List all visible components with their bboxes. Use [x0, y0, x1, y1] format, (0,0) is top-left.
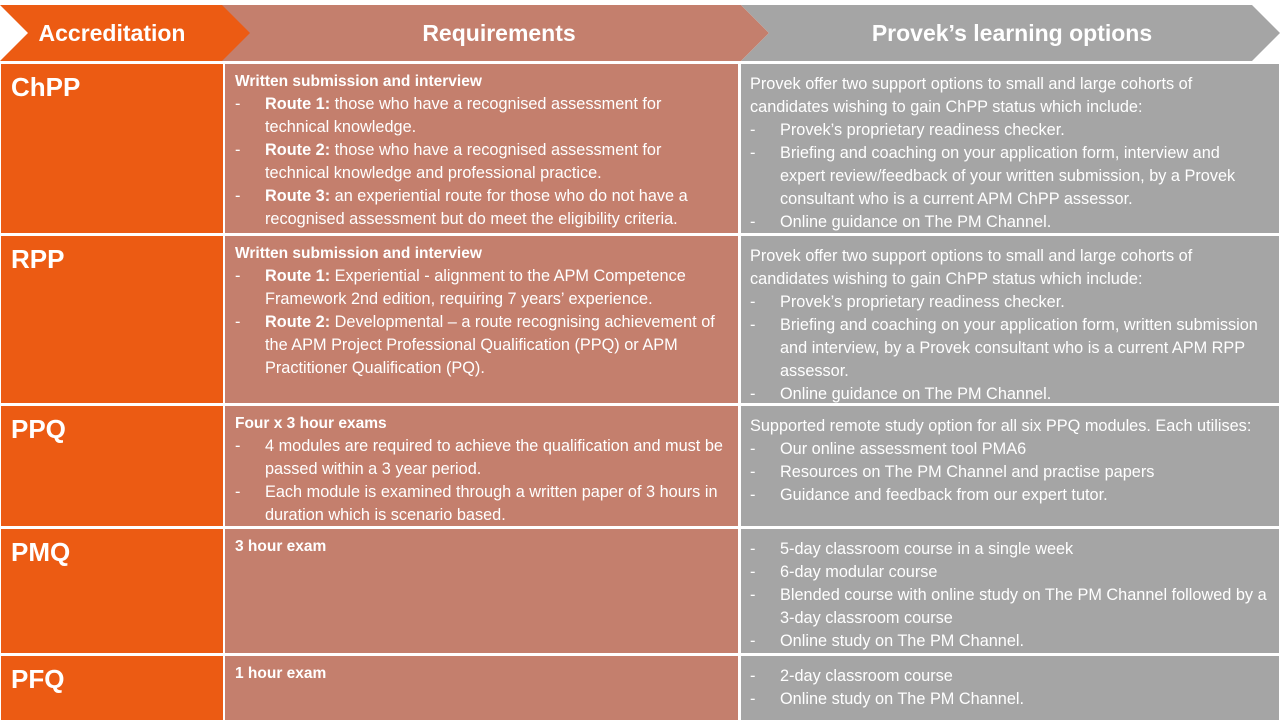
requirements-heading: Four x 3 hour exams	[235, 415, 387, 432]
dash-bullet: -	[235, 313, 241, 331]
option-item	[750, 291, 1269, 314]
route-label: Route 1:	[265, 95, 331, 113]
dash-bullet: -	[750, 385, 756, 403]
dash-bullet: -	[750, 293, 756, 311]
option-text: Blended course with online study on The PM Channel followed by a 3-day classroom course	[780, 586, 1267, 627]
dash-bullet: -	[750, 690, 756, 708]
accreditation-name: PFQ	[11, 664, 65, 694]
dash-bullet: -	[750, 586, 756, 604]
requirements-cell	[225, 656, 738, 720]
requirements-cell	[225, 64, 738, 233]
dash-bullet: -	[750, 440, 756, 458]
options-text	[750, 538, 1269, 653]
dash-bullet: -	[750, 463, 756, 481]
options-text	[750, 73, 1269, 234]
requirements-text	[235, 73, 730, 231]
option-text: Guidance and feedback from our expert tutor.	[780, 486, 1108, 504]
accreditation-name: RPP	[11, 244, 65, 274]
requirement-item	[235, 93, 730, 139]
option-item	[750, 211, 1269, 234]
requirement-text: Developmental – a route recognising achievement of the APM Project Professional Qualification (PPQ) or APM Practitioner Qualification (PQ).	[265, 313, 715, 377]
route-label: Route 1:	[265, 267, 331, 285]
requirement-text: Each module is examined through a written paper of 3 hours in duration which is scenario based.	[265, 483, 718, 524]
dash-bullet: -	[750, 667, 756, 685]
options-cell	[741, 529, 1279, 653]
requirements-text	[235, 665, 730, 685]
option-item	[750, 383, 1269, 406]
route-label: Route 3:	[265, 187, 331, 205]
dash-bullet: -	[750, 316, 756, 334]
option-text: 5-day classroom course in a single week	[780, 540, 1074, 558]
requirements-text	[235, 415, 730, 527]
dash-bullet: -	[750, 213, 756, 231]
dash-bullet: -	[235, 141, 241, 159]
requirement-item	[235, 435, 730, 481]
header-requirements	[222, 5, 770, 61]
header-options	[741, 5, 1280, 61]
option-item	[750, 484, 1269, 507]
option-item	[750, 438, 1269, 461]
dash-bullet: -	[235, 483, 241, 501]
option-item	[750, 538, 1269, 561]
dash-bullet: -	[235, 267, 241, 285]
requirement-text: Experiential - alignment to the APM Competence Framework 2nd edition, requiring 7 years’ experience.	[265, 267, 686, 308]
options-cell	[741, 406, 1279, 526]
option-text: Briefing and coaching on your application form, interview and expert review/feedback of your written submission, by a Provek consultant who is a current APM ChPP assessor.	[780, 144, 1236, 208]
header-options-label: Provek’s learning options	[871, 20, 1153, 46]
option-item	[750, 314, 1269, 383]
option-text: Online study on The PM Channel.	[780, 632, 1025, 650]
option-text: 6-day modular course	[780, 563, 938, 581]
requirement-item	[235, 139, 730, 185]
requirement-item	[235, 265, 730, 311]
accreditation-cell	[1, 656, 223, 720]
header-accreditation-label: Accreditation	[38, 20, 186, 46]
requirement-item	[235, 481, 730, 527]
option-text: Online guidance on The PM Channel.	[780, 385, 1052, 403]
option-text: Resources on The PM Channel and practise papers	[780, 463, 1155, 481]
option-item	[750, 461, 1269, 484]
dash-bullet: -	[235, 95, 241, 113]
accreditation-name: ChPP	[11, 72, 81, 102]
option-item	[750, 119, 1269, 142]
requirement-text: those who have a recognised assessment for technical knowledge and professional practice.	[265, 141, 662, 182]
option-item	[750, 688, 1269, 711]
requirements-cell	[225, 406, 738, 526]
options-cell	[741, 656, 1279, 720]
option-text: Online guidance on The PM Channel.	[780, 213, 1052, 231]
table-row	[0, 64, 1280, 233]
options-text	[750, 415, 1269, 507]
dash-bullet: -	[750, 486, 756, 504]
option-item	[750, 142, 1269, 211]
option-text: Briefing and coaching on your application form, written submission and interview, by a Provek consultant who is a current APM RPP assessor.	[780, 316, 1258, 380]
table-row	[0, 529, 1280, 653]
dash-bullet: -	[750, 563, 756, 581]
options-cell	[741, 236, 1279, 403]
option-item	[750, 630, 1269, 653]
requirement-item	[235, 185, 730, 231]
requirements-heading: Written submission and interview	[235, 73, 482, 90]
header-requirements-label: Requirements	[422, 20, 576, 46]
option-text: Provek’s proprietary readiness checker.	[780, 293, 1065, 311]
requirements-heading: 1 hour exam	[235, 665, 327, 682]
option-text: Provek’s proprietary readiness checker.	[780, 121, 1065, 139]
options-cell	[741, 64, 1279, 233]
requirements-text	[235, 245, 730, 380]
requirement-text: 4 modules are required to achieve the qualification and must be passed within a 3 year period.	[265, 437, 723, 478]
dash-bullet: -	[235, 187, 241, 205]
options-intro: Supported remote study option for all six PPQ modules. Each utilises:	[750, 417, 1252, 435]
requirement-text: an experiential route for those who do not have a recognised assessment but do meet the eligibility criteria.	[265, 187, 688, 228]
table-row	[0, 656, 1280, 720]
option-text: 2-day classroom course	[780, 667, 953, 685]
accreditation-name: PMQ	[11, 537, 71, 567]
dash-bullet: -	[750, 144, 756, 162]
route-label: Route 2:	[265, 313, 331, 331]
options-text	[750, 665, 1269, 711]
options-text	[750, 245, 1269, 406]
accreditation-name: PPQ	[11, 414, 66, 444]
requirement-item	[235, 311, 730, 380]
requirements-cell	[225, 236, 738, 403]
option-text: Our online assessment tool PMA6	[780, 440, 1027, 458]
requirements-cell	[225, 529, 738, 653]
options-intro: Provek offer two support options to small and large cohorts of candidates wishing to gain ChPP status which include:	[750, 75, 1193, 116]
accreditation-cell	[1, 529, 223, 653]
requirement-text: those who have a recognised assessment for technical knowledge.	[265, 95, 662, 136]
option-text: Online study on The PM Channel.	[780, 690, 1025, 708]
option-item	[750, 584, 1269, 630]
requirements-heading: Written submission and interview	[235, 245, 482, 262]
header-accreditation	[0, 5, 252, 61]
option-item	[750, 665, 1269, 688]
route-label: Route 2:	[265, 141, 331, 159]
table-row	[0, 236, 1280, 403]
requirements-heading: 3 hour exam	[235, 538, 327, 555]
options-intro: Provek offer two support options to small and large cohorts of candidates wishing to gain ChPP status which include:	[750, 247, 1193, 288]
accreditation-cell	[1, 236, 223, 403]
option-item	[750, 561, 1269, 584]
accreditation-cell	[1, 64, 223, 233]
requirements-text	[235, 538, 730, 558]
accreditation-cell	[1, 406, 223, 526]
dash-bullet: -	[235, 437, 241, 455]
table-row	[0, 406, 1280, 526]
dash-bullet: -	[750, 121, 756, 139]
dash-bullet: -	[750, 540, 756, 558]
dash-bullet: -	[750, 632, 756, 650]
